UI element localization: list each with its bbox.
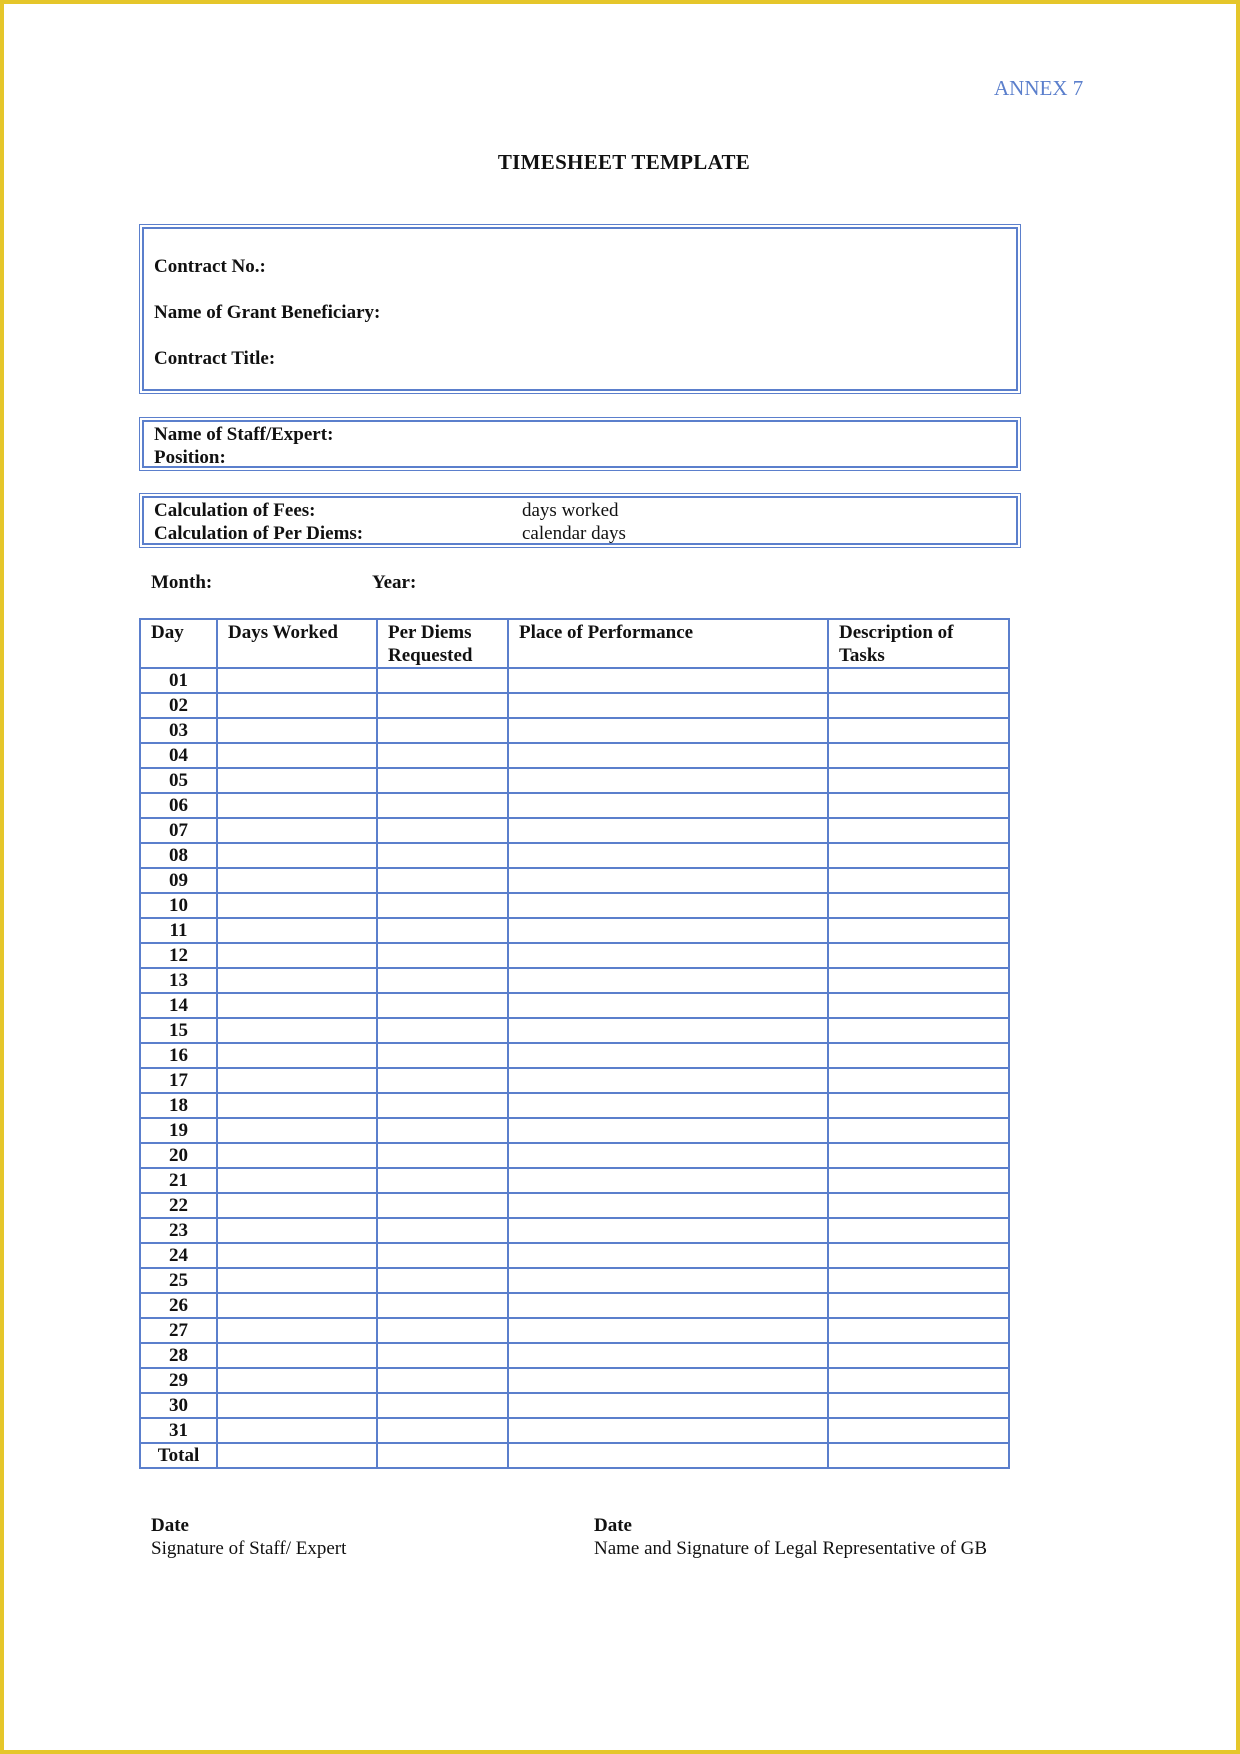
representative-signature-label: Name and Signature of Legal Representative of GB [594,1538,988,1559]
table-row [140,793,1009,818]
table-row [140,768,1009,793]
days-worked-cell[interactable] [217,793,377,818]
tasks-cell[interactable] [828,1193,1009,1218]
tasks-cell[interactable] [828,818,1009,843]
table-row [140,843,1009,868]
total-row [140,1443,1009,1468]
place-cell[interactable] [508,1418,828,1443]
per-diems-cell[interactable] [377,1118,508,1143]
place-cell[interactable] [508,868,828,893]
staff-signature-block [151,1514,346,1560]
staff-info-box [139,417,1021,471]
timesheet-body [140,668,1009,1468]
place-cell[interactable] [508,1143,828,1168]
day-cell: 02 [140,693,217,718]
contract-title-label: Contract Title: [154,348,276,369]
table-row [140,868,1009,893]
day-cell: 07 [140,818,217,843]
year-label: Year: [372,572,417,593]
per-diems-cell[interactable] [377,1293,508,1318]
day-cell: 01 [140,668,217,693]
days-worked-cell[interactable] [217,1293,377,1318]
per-diems-cell[interactable] [377,918,508,943]
tasks-cell[interactable] [828,918,1009,943]
table-row [140,1018,1009,1043]
day-cell: 30 [140,1393,217,1418]
days-worked-cell[interactable] [217,993,377,1018]
day-cell: 18 [140,1093,217,1118]
tasks-cell[interactable] [828,693,1009,718]
per-diems-cell[interactable] [377,1418,508,1443]
per-diems-cell[interactable] [377,868,508,893]
day-cell: 05 [140,768,217,793]
per-diems-cell[interactable] [377,1443,508,1468]
table-row [140,1418,1009,1443]
day-cell: 20 [140,1143,217,1168]
tasks-cell[interactable] [828,968,1009,993]
tasks-cell[interactable] [828,1093,1009,1118]
per-diems-cell[interactable] [377,943,508,968]
days-worked-cell[interactable] [217,1093,377,1118]
tasks-cell[interactable] [828,1443,1009,1468]
table-row [140,1118,1009,1143]
per-diems-cell[interactable] [377,1368,508,1393]
per-diems-cell[interactable] [377,1393,508,1418]
days-worked-cell[interactable] [217,1318,377,1343]
per-diems-cell[interactable] [377,1043,508,1068]
day-cell: 16 [140,1043,217,1068]
day-cell: 19 [140,1118,217,1143]
table-header-row [140,619,1009,668]
day-cell: 06 [140,793,217,818]
per-diems-cell[interactable] [377,693,508,718]
tasks-cell[interactable] [828,843,1009,868]
tasks-cell[interactable] [828,943,1009,968]
position-label: Position: [154,447,226,468]
days-worked-cell[interactable] [217,668,377,693]
tasks-cell[interactable] [828,1293,1009,1318]
representative-signature-block [594,1514,987,1560]
place-cell[interactable] [508,1018,828,1043]
tasks-cell[interactable] [828,1143,1009,1168]
day-cell: 29 [140,1368,217,1393]
header-days-worked: Days Worked [217,619,377,668]
days-worked-cell[interactable] [217,1393,377,1418]
place-cell[interactable] [508,768,828,793]
tasks-cell[interactable] [828,1393,1009,1418]
per-diems-cell[interactable] [377,743,508,768]
month-label: Month: [151,572,213,593]
tasks-cell[interactable] [828,1318,1009,1343]
days-worked-cell[interactable] [217,843,377,868]
days-worked-cell[interactable] [217,743,377,768]
tasks-cell[interactable] [828,793,1009,818]
per-diems-cell[interactable] [377,843,508,868]
place-cell[interactable] [508,743,828,768]
table-row [140,1318,1009,1343]
per-diems-cell[interactable] [377,1218,508,1243]
day-cell: 21 [140,1168,217,1193]
tasks-cell[interactable] [828,1218,1009,1243]
contract-info-box [139,224,1021,394]
place-cell[interactable] [508,1168,828,1193]
per-diems-value: calendar days [522,523,626,544]
contract-no-label: Contract No.: [154,256,266,277]
per-diems-cell[interactable] [377,1318,508,1343]
place-cell[interactable] [508,1268,828,1293]
day-cell: 08 [140,843,217,868]
days-worked-cell[interactable] [217,1068,377,1093]
table-row [140,818,1009,843]
day-cell: 27 [140,1318,217,1343]
place-cell[interactable] [508,968,828,993]
per-diems-cell[interactable] [377,718,508,743]
representative-signature-date: Date [594,1515,632,1536]
place-cell[interactable] [508,818,828,843]
per-diems-cell[interactable] [377,793,508,818]
header-day: Day [140,619,217,668]
per-diems-cell[interactable] [377,1243,508,1268]
place-cell[interactable] [508,1443,828,1468]
place-cell[interactable] [508,693,828,718]
days-worked-cell[interactable] [217,1018,377,1043]
table-row [140,968,1009,993]
days-worked-cell[interactable] [217,893,377,918]
day-cell: 11 [140,918,217,943]
tasks-cell[interactable] [828,743,1009,768]
table-row [140,1393,1009,1418]
day-cell: 04 [140,743,217,768]
per-diems-cell[interactable] [377,1093,508,1118]
days-worked-cell[interactable] [217,1193,377,1218]
day-cell: 09 [140,868,217,893]
days-worked-cell[interactable] [217,1218,377,1243]
table-row [140,1043,1009,1068]
tasks-cell[interactable] [828,893,1009,918]
place-cell[interactable] [508,1068,828,1093]
day-cell: 28 [140,1343,217,1368]
days-worked-cell[interactable] [217,768,377,793]
place-cell[interactable] [508,668,828,693]
day-cell: 23 [140,1218,217,1243]
days-worked-cell[interactable] [217,868,377,893]
table-row [140,1218,1009,1243]
header-description-of-tasks: Description of Tasks [828,619,1009,668]
day-cell: 22 [140,1193,217,1218]
per-diems-cell[interactable] [377,1193,508,1218]
tasks-cell[interactable] [828,668,1009,693]
table-row [140,1168,1009,1193]
days-worked-cell[interactable] [217,718,377,743]
place-cell[interactable] [508,1318,828,1343]
table-row [140,693,1009,718]
day-cell: 12 [140,943,217,968]
day-cell: 25 [140,1268,217,1293]
days-worked-cell[interactable] [217,1243,377,1268]
day-cell: 31 [140,1418,217,1443]
fees-value: days worked [522,500,619,521]
per-diems-cell[interactable] [377,893,508,918]
place-cell[interactable] [508,843,828,868]
days-worked-cell[interactable] [217,1168,377,1193]
table-row [140,943,1009,968]
place-cell[interactable] [508,1243,828,1268]
per-diems-cell[interactable] [377,1068,508,1093]
per-diems-cell[interactable] [377,968,508,993]
tasks-cell[interactable] [828,1343,1009,1368]
place-cell[interactable] [508,1043,828,1068]
days-worked-cell[interactable] [217,918,377,943]
table-row [140,1293,1009,1318]
fees-label: Calculation of Fees: [154,500,316,521]
tasks-cell[interactable] [828,868,1009,893]
table-row [140,1243,1009,1268]
days-worked-cell[interactable] [217,1043,377,1068]
place-cell[interactable] [508,793,828,818]
place-cell[interactable] [508,718,828,743]
place-cell[interactable] [508,1218,828,1243]
place-cell[interactable] [508,1343,828,1368]
per-diems-cell[interactable] [377,1143,508,1168]
tasks-cell[interactable] [828,993,1009,1018]
place-cell[interactable] [508,1293,828,1318]
table-row [140,743,1009,768]
tasks-cell[interactable] [828,1268,1009,1293]
day-cell: 17 [140,1068,217,1093]
days-worked-cell[interactable] [217,1368,377,1393]
table-row [140,1193,1009,1218]
tasks-cell[interactable] [828,1168,1009,1193]
table-row [140,893,1009,918]
day-cell: 15 [140,1018,217,1043]
table-row [140,1268,1009,1293]
calculation-box [139,493,1021,548]
per-diems-cell[interactable] [377,1343,508,1368]
days-worked-cell[interactable] [217,968,377,993]
days-worked-cell[interactable] [217,943,377,968]
table-row [140,668,1009,693]
page-title: TIMESHEET TEMPLATE [497,150,751,174]
day-cell: Total [140,1443,217,1468]
timesheet-table [139,618,1010,1469]
day-cell: 10 [140,893,217,918]
per-diems-cell[interactable] [377,1168,508,1193]
place-cell[interactable] [508,1193,828,1218]
days-worked-cell[interactable] [217,1268,377,1293]
day-cell: 24 [140,1243,217,1268]
days-worked-cell[interactable] [217,1118,377,1143]
table-row [140,918,1009,943]
header-per-diems-requested: Per Diems Requested [377,619,508,668]
days-worked-cell[interactable] [217,1143,377,1168]
tasks-cell[interactable] [828,768,1009,793]
tasks-cell[interactable] [828,1043,1009,1068]
table-row [140,1143,1009,1168]
place-cell[interactable] [508,1393,828,1418]
table-row [140,718,1009,743]
place-cell[interactable] [508,993,828,1018]
per-diems-cell[interactable] [377,1018,508,1043]
per-diems-cell[interactable] [377,768,508,793]
per-diems-cell[interactable] [377,668,508,693]
place-cell[interactable] [508,893,828,918]
staff-signature-label: Signature of Staff/ Expert [151,1538,347,1559]
tasks-cell[interactable] [828,718,1009,743]
per-diems-label: Calculation of Per Diems: [154,523,364,544]
days-worked-cell[interactable] [217,1443,377,1468]
place-cell[interactable] [508,1118,828,1143]
tasks-cell[interactable] [828,1368,1009,1393]
day-cell: 14 [140,993,217,1018]
place-cell[interactable] [508,943,828,968]
per-diems-cell[interactable] [377,1268,508,1293]
tasks-cell[interactable] [828,1243,1009,1268]
place-cell[interactable] [508,918,828,943]
table-row [140,1068,1009,1093]
staff-name-label: Name of Staff/Expert: [154,424,334,445]
table-row [140,993,1009,1018]
day-cell: 03 [140,718,217,743]
per-diems-cell[interactable] [377,993,508,1018]
table-row [140,1368,1009,1393]
days-worked-cell[interactable] [217,693,377,718]
tasks-cell[interactable] [828,1018,1009,1043]
table-row [140,1093,1009,1118]
days-worked-cell[interactable] [217,1418,377,1443]
tasks-cell[interactable] [828,1118,1009,1143]
tasks-cell[interactable] [828,1068,1009,1093]
day-cell: 13 [140,968,217,993]
staff-signature-date: Date [151,1515,189,1536]
days-worked-cell[interactable] [217,1343,377,1368]
days-worked-cell[interactable] [217,818,377,843]
place-cell[interactable] [508,1368,828,1393]
tasks-cell[interactable] [828,1418,1009,1443]
day-cell: 26 [140,1293,217,1318]
table-row [140,1343,1009,1368]
annex-label: ANNEX 7 [994,76,1084,100]
per-diems-cell[interactable] [377,818,508,843]
header-place-of-performance: Place of Performance [508,619,828,668]
place-cell[interactable] [508,1093,828,1118]
grant-beneficiary-label: Name of Grant Beneficiary: [154,302,381,323]
